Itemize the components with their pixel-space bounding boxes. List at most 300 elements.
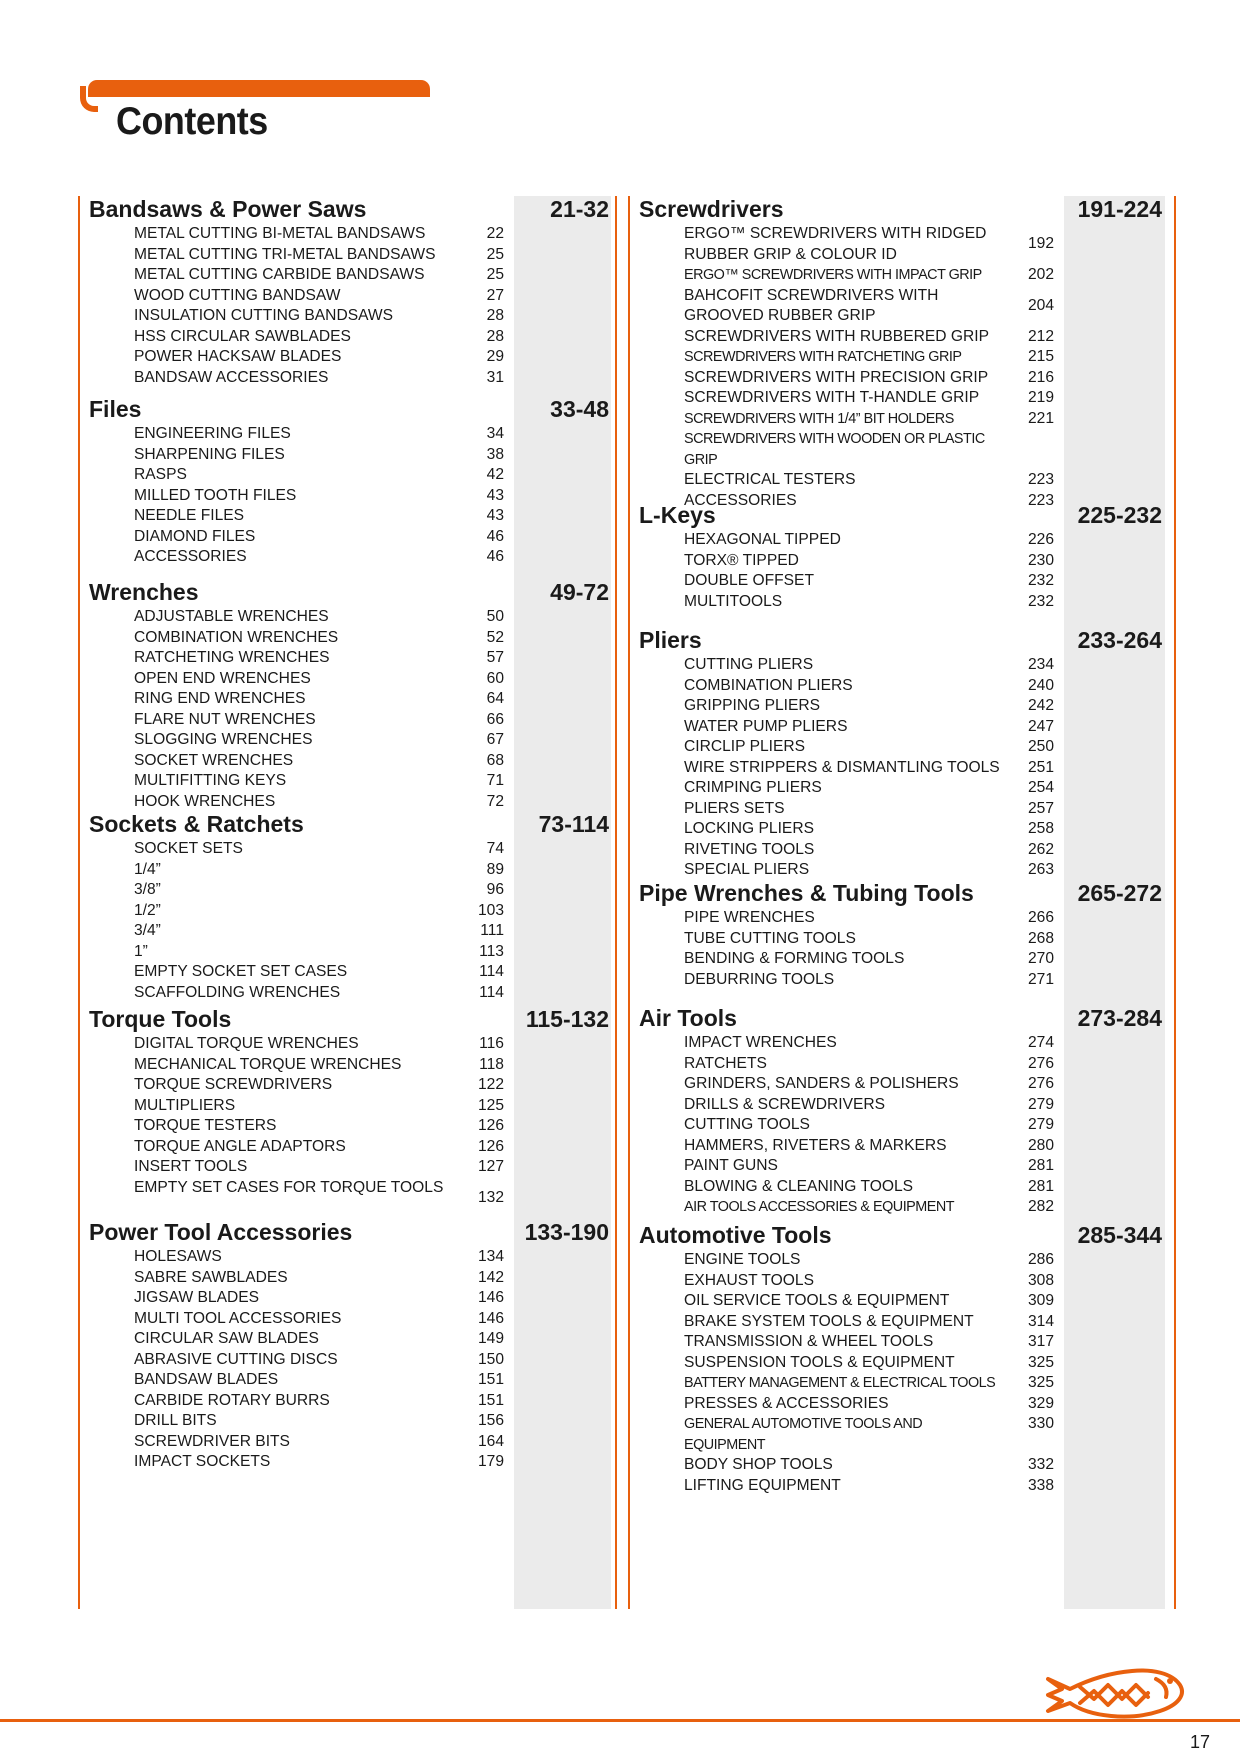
entry-page-number: 279 [1027,1095,1054,1113]
entry-label: FLARE NUT WRENCHES [134,710,316,728]
entry-label: SHARPENING FILES [134,445,285,463]
entry-label: EXHAUST TOOLS [684,1271,814,1289]
contents-entry [628,676,1176,697]
section-automotive-tools [628,1222,1176,1496]
entry-label: NEEDLE FILES [134,507,245,524]
section-files [78,396,618,568]
contents-entry [78,527,618,548]
entry-label: SCREWDRIVERS WITH RUBBERED GRIP [684,327,989,345]
entry-page-number: 46 [486,527,504,545]
contents-entry [78,1452,618,1473]
entry-page-number: 22 [486,225,504,242]
entry-label: GRIPPING PLIERS [684,697,821,714]
entry-page-number: 71 [486,772,504,789]
entry-page-number: 52 [486,628,504,646]
entry-label: PIPE WRENCHES [684,909,815,926]
section-heading [78,396,618,424]
entry-page-number: 325 [1027,1374,1054,1391]
contents-entry [628,819,1176,840]
contents-entry [628,1074,1176,1095]
entry-page-number: 216 [1027,368,1054,386]
entry-page-number: 282 [1027,1198,1054,1215]
entry-page-number: 271 [1027,970,1054,988]
entry-page-number: 212 [1027,327,1054,345]
contents-entry [78,962,618,983]
entry-label: TORQUE SCREWDRIVERS [134,1076,333,1093]
entry-page-number: 127 [477,1158,504,1175]
entry-label: BRAKE SYSTEM TOOLS & EQUIPMENT [684,1312,974,1330]
entry-label: MULTIPLIERS [134,1096,236,1114]
entry-label: PLIERS SETS [684,799,785,817]
contents-entry [78,1157,618,1178]
entry-page-number: 103 [477,901,504,919]
contents-entry [78,445,618,466]
entry-page-number: 151 [477,1391,504,1409]
contents-entry [628,908,1176,929]
entry-page-number: 126 [477,1117,504,1134]
entry-label: IMPACT SOCKETS [134,1453,271,1470]
entry-page-number: 223 [1027,471,1054,488]
entry-page-number: 262 [1027,840,1054,858]
entry-page-number: 270 [1027,950,1054,967]
entry-page-number: 309 [1027,1292,1054,1309]
contents-entry [628,840,1176,861]
entry-page-number: 219 [1027,389,1054,406]
entry-label: HSS CIRCULAR SAWBLADES [134,327,351,345]
entry-label: DRILL BITS [134,1412,217,1429]
entry-label: SOCKET SETS [134,840,243,857]
contents-column-left [78,196,618,1609]
entry-page-number: 232 [1027,592,1054,610]
entry-label: EMPTY SOCKET SET CASES [134,963,348,980]
title-accent-hook [80,86,98,112]
contents-entry [628,470,1176,491]
section-air-tools [628,1005,1176,1218]
entry-page-number: 280 [1027,1136,1054,1154]
entry-page-number: 204 [1027,296,1054,314]
entry-label: SCREWDRIVER BITS [134,1432,290,1450]
contents-entry [628,530,1176,551]
entry-label: ABRASIVE CUTTING DISCS [134,1350,338,1368]
entry-page-number: 43 [486,507,504,524]
entry-label: RATCHETING WRENCHES [134,649,330,666]
section-page-range: 265-272 [1077,880,1162,906]
entry-page-number: 156 [477,1412,504,1429]
contents-entry [78,983,618,1004]
contents-entry [78,751,618,772]
entry-page-number: 113 [479,942,504,960]
entry-page-number: 317 [1027,1333,1054,1350]
contents-entry [78,648,618,669]
entry-label: EMPTY SET CASES FOR TORQUE TOOLS [134,1178,444,1196]
entry-page-number: 146 [477,1309,504,1327]
contents-entry [78,327,618,348]
entry-page-number: 122 [477,1076,504,1093]
entry-page-number: 134 [477,1248,504,1265]
section-heading [628,880,1176,908]
contents-entry [628,717,1176,738]
entry-label: WATER PUMP PLIERS [684,717,848,735]
entry-label: CIRCULAR SAW BLADES [134,1330,319,1347]
contents-entry [628,758,1176,779]
entry-page-number: 132 [477,1188,504,1206]
entry-label: LIFTING EQUIPMENT [684,1476,841,1494]
entry-page-number: 68 [486,751,504,769]
entry-page-number: 64 [486,690,504,707]
contents-entry [628,1476,1176,1497]
section-power-tool-accessories [78,1219,618,1473]
section-heading [628,1005,1176,1033]
entry-label: JIGSAW BLADES [134,1289,260,1306]
contents-entry [78,306,618,327]
contents-entry [78,730,618,751]
contents-entry [78,286,618,307]
entry-label: HOLESAWS [134,1248,222,1265]
contents-entry [628,1177,1176,1198]
contents-entry [628,1332,1176,1353]
contents-entry [78,1247,618,1268]
entry-page-number: 330 [1027,1415,1054,1432]
contents-entry [628,1394,1176,1415]
entry-label: COMBINATION PLIERS [684,676,853,694]
entry-label: RATCHETS [684,1054,767,1072]
contents-entry [78,265,618,286]
contents-entry [628,1353,1176,1374]
entry-page-number: 57 [486,649,504,666]
entry-label: MULTITOOLS [684,592,783,610]
entry-page-number: 202 [1027,266,1054,283]
entry-label: HEXAGONAL TIPPED [684,531,841,548]
section-title: Torque Tools [89,1006,232,1032]
section-title: Sockets & Ratchets [89,811,304,837]
entry-label: IMPACT WRENCHES [684,1034,837,1051]
entry-page-number: 232 [1027,572,1054,589]
contents-entry [628,929,1176,950]
contents-entry [78,669,618,690]
entry-page-number: 28 [486,327,504,345]
entry-label: PAINT GUNS [684,1157,778,1174]
section-page-range: 285-344 [1077,1222,1162,1248]
entry-label: 3/4” [134,922,161,939]
entry-label: CRIMPING PLIERS [684,779,822,796]
contents-entry [628,592,1176,613]
contents-entry [628,224,1176,265]
contents-entry [628,368,1176,389]
entry-page-number: 27 [486,286,504,304]
entry-label: MULTIFITTING KEYS [134,772,287,789]
entry-page-number: 247 [1027,717,1054,735]
section-page-range: 233-264 [1077,627,1162,653]
contents-entry [628,347,1176,368]
section-page-range: 225-232 [1077,502,1162,528]
contents-entry [78,224,618,245]
entry-page-number: 146 [477,1289,504,1306]
entry-label: TRANSMISSION & WHEEL TOOLS [684,1333,934,1350]
entry-page-number: 276 [1027,1075,1054,1092]
contents-entry [78,506,618,527]
contents-entry [78,628,618,649]
entry-label: WOOD CUTTING BANDSAW [134,286,341,304]
entry-label: CIRCLIP PLIERS [684,738,806,755]
section-sockets-ratchets [78,811,618,1003]
entry-label: INSULATION CUTTING BANDSAWS [134,307,394,324]
entry-label: INSERT TOOLS [134,1158,248,1175]
contents-entry [628,696,1176,717]
entry-label: ADJUSTABLE WRENCHES [134,608,329,625]
contents-entry [78,1055,618,1076]
entry-page-number: 281 [1027,1157,1054,1174]
contents-entry [78,1329,618,1350]
section-title: Pliers [639,627,702,653]
contents-entry [78,465,618,486]
entry-page-number: 332 [1027,1456,1054,1473]
section-page-range: 115-132 [525,1006,609,1032]
entry-label: OIL SERVICE TOOLS & EQUIPMENT [684,1292,950,1309]
section-title: Automotive Tools [639,1222,832,1248]
page-number: 17 [1189,1732,1210,1752]
contents-entry [628,571,1176,592]
contents-entry [628,1054,1176,1075]
section-title: Bandsaws & Power Saws [89,196,367,222]
entry-label: RING END WRENCHES [134,690,306,707]
entry-label: TORX® TIPPED [684,551,799,569]
entry-page-number: 279 [1027,1116,1054,1133]
contents-entry [78,1309,618,1330]
section-title: L-Keys [639,502,716,528]
entry-page-number: 286 [1027,1251,1054,1268]
entry-page-number: 50 [486,608,504,625]
entry-label: BATTERY MANAGEMENT & ELECTRICAL TOOLS [684,1375,996,1391]
entry-page-number: 118 [479,1055,504,1073]
section-title: Power Tool Accessories [89,1219,353,1245]
entry-label: MILLED TOOTH FILES [134,486,297,504]
section-heading [78,1219,618,1247]
entry-page-number: 223 [1027,491,1054,509]
contents-entry [78,880,618,901]
entry-page-number: 42 [486,466,504,483]
contents-entry [78,1178,618,1206]
section-wrenches [78,579,618,812]
section-title: Files [89,396,142,422]
entry-label: ELECTRICAL TESTERS [684,471,856,488]
entry-page-number: 116 [479,1035,504,1052]
entry-page-number: 338 [1027,1476,1054,1494]
entry-label: SUSPENSION TOOLS & EQUIPMENT [684,1353,955,1371]
contents-entry [78,1350,618,1371]
contents-entry [78,860,618,881]
contents-entry [78,1034,618,1055]
entry-label: DIGITAL TORQUE WRENCHES [134,1035,359,1052]
contents-entry [628,551,1176,572]
entry-label: RIVETING TOOLS [684,840,815,858]
contents-entry [78,771,618,792]
entry-label: CUTTING TOOLS [684,1116,810,1133]
entry-page-number: 266 [1027,909,1054,926]
contents-entry [628,265,1176,286]
entry-page-number: 258 [1027,820,1054,837]
contents-entry [78,1096,618,1117]
contents-entry [78,942,618,963]
entry-page-number: 114 [479,963,504,980]
contents-entry [628,1156,1176,1177]
contents-entry [78,792,618,813]
contents-entry [628,1115,1176,1136]
entry-page-number: 67 [486,731,504,748]
entry-label: OPEN END WRENCHES [134,669,311,687]
contents-entry [78,1370,618,1391]
entry-page-number: 111 [480,922,504,939]
entry-page-number: 263 [1027,861,1054,878]
entry-page-number: 150 [477,1350,504,1368]
contents-column-right [628,196,1176,1609]
entry-label: BENDING & FORMING TOOLS [684,950,905,967]
section-page-range: 273-284 [1077,1005,1162,1031]
section-page-range: 191-224 [1077,196,1162,222]
section-heading [628,1222,1176,1250]
page-title: Contents [116,100,268,143]
entry-label: DOUBLE OFFSET [684,572,814,589]
entry-page-number: 34 [486,425,504,442]
contents-entry [628,1312,1176,1333]
entry-label: ACCESSORIES [134,548,247,565]
contents-entry [628,1250,1176,1271]
entry-page-number: 142 [477,1268,504,1286]
contents-entry [78,1288,618,1309]
contents-entry [628,1095,1176,1116]
contents-entry [78,347,618,368]
entry-page-number: 325 [1027,1353,1054,1371]
entry-label: COMBINATION WRENCHES [134,628,339,646]
entry-page-number: 192 [1027,235,1054,252]
entry-label: BODY SHOP TOOLS [684,1456,833,1473]
entry-label: SOCKET WRENCHES [134,751,294,769]
entry-label: SABRE SAWBLADES [134,1268,288,1286]
section-bandsaws-power-saws [78,196,618,388]
contents-entry [78,486,618,507]
entry-page-number: 240 [1027,676,1054,694]
contents-entry [78,1411,618,1432]
entry-page-number: 254 [1027,779,1054,796]
entry-label: POWER HACKSAW BLADES [134,348,342,365]
entry-label: ERGO™ SCREWDRIVERS WITH RIDGED RUBBER GRIP & COLOUR ID [684,225,987,263]
contents-entry [628,970,1176,991]
entry-label: ACCESSORIES [684,491,797,509]
entry-label: HAMMERS, RIVETERS & MARKERS [684,1136,947,1154]
contents-entry [628,1136,1176,1157]
section-page-range: 33-48 [550,396,609,422]
entry-page-number: 29 [486,348,504,365]
contents-entry [628,799,1176,820]
contents-entry [78,245,618,266]
section-heading [78,196,618,224]
entry-label: BANDSAW ACCESSORIES [134,368,329,386]
section-heading [78,811,618,839]
entry-label: BANDSAW BLADES [134,1371,279,1388]
entry-label: MULTI TOOL ACCESSORIES [134,1309,342,1327]
contents-entry [628,286,1176,327]
entry-label: SCREWDRIVERS WITH RATCHETING GRIP [684,349,962,365]
contents-entry [628,949,1176,970]
entry-label: DRILLS & SCREWDRIVERS [684,1095,886,1113]
entry-page-number: 60 [486,669,504,687]
entry-label: SCREWDRIVERS WITH PRECISION GRIP [684,368,989,386]
contents-entry [628,1271,1176,1292]
entry-page-number: 251 [1027,758,1054,776]
entry-label: GRINDERS, SANDERS & POLISHERS [684,1075,959,1092]
entry-label: ENGINEERING FILES [134,425,291,442]
entry-label: ERGO™ SCREWDRIVERS WITH IMPACT GRIP [684,267,982,283]
section-heading [628,196,1176,224]
entry-page-number: 72 [486,792,504,810]
title-accent-bar [88,80,430,97]
fish-logo [1040,1665,1190,1725]
entry-page-number: 226 [1027,531,1054,548]
contents-entry [628,655,1176,676]
contents-entry [628,860,1176,881]
entry-page-number: 276 [1027,1054,1054,1072]
entry-page-number: 221 [1027,409,1054,427]
section-screwdrivers [628,196,1176,511]
entry-page-number: 125 [477,1096,504,1114]
contents-entry [628,1455,1176,1476]
entry-page-number: 28 [486,307,504,324]
entry-page-number: 31 [486,368,504,386]
entry-label: PRESSES & ACCESSORIES [684,1394,889,1412]
entry-label: TORQUE ANGLE ADAPTORS [134,1137,346,1155]
entry-label: ENGINE TOOLS [684,1251,801,1268]
contents-entry [78,839,618,860]
contents-entry [78,1391,618,1412]
section-title: Air Tools [639,1005,737,1031]
entry-label: CARBIDE ROTARY BURRS [134,1391,330,1409]
section-title: Wrenches [89,579,199,605]
contents-entry [628,737,1176,758]
entry-label: WIRE STRIPPERS & DISMANTLING TOOLS [684,758,1000,776]
entry-page-number: 25 [486,266,504,283]
contents-entry [78,1137,618,1158]
section-heading [628,627,1176,655]
section-l-keys [628,502,1176,612]
entry-page-number: 164 [477,1432,504,1450]
section-page-range: 73-114 [538,811,609,837]
entry-label: RASPS [134,466,187,483]
entry-page-number: 314 [1027,1312,1054,1330]
contents-entry [78,1432,618,1453]
section-page-range: 21-32 [550,196,609,222]
entry-label: TUBE CUTTING TOOLS [684,929,856,947]
entry-page-number: 96 [486,881,504,898]
section-heading [78,579,618,607]
entry-label: SLOGGING WRENCHES [134,731,313,748]
contents-entry [628,1197,1176,1218]
entry-page-number: 308 [1027,1271,1054,1289]
contents-entry [628,1414,1176,1455]
entry-label: SCREWDRIVERS WITH WOODEN OR PLASTIC GRIP [684,431,985,468]
entry-label: METAL CUTTING BI-METAL BANDSAWS [134,225,426,242]
entry-label: METAL CUTTING CARBIDE BANDSAWS [134,266,425,283]
entry-page-number: 89 [486,860,504,878]
contents-entry [78,921,618,942]
section-page-range: 133-190 [524,1219,609,1245]
entry-page-number: 234 [1027,656,1054,673]
section-title: Screwdrivers [639,196,784,222]
entry-label: SCREWDRIVERS WITH T-HANDLE GRIP [684,389,980,406]
entry-page-number: 126 [477,1137,504,1155]
contents-entry [628,409,1176,430]
contents-entry [78,1075,618,1096]
entry-page-number: 179 [477,1453,504,1470]
entry-page-number: 215 [1027,348,1054,365]
